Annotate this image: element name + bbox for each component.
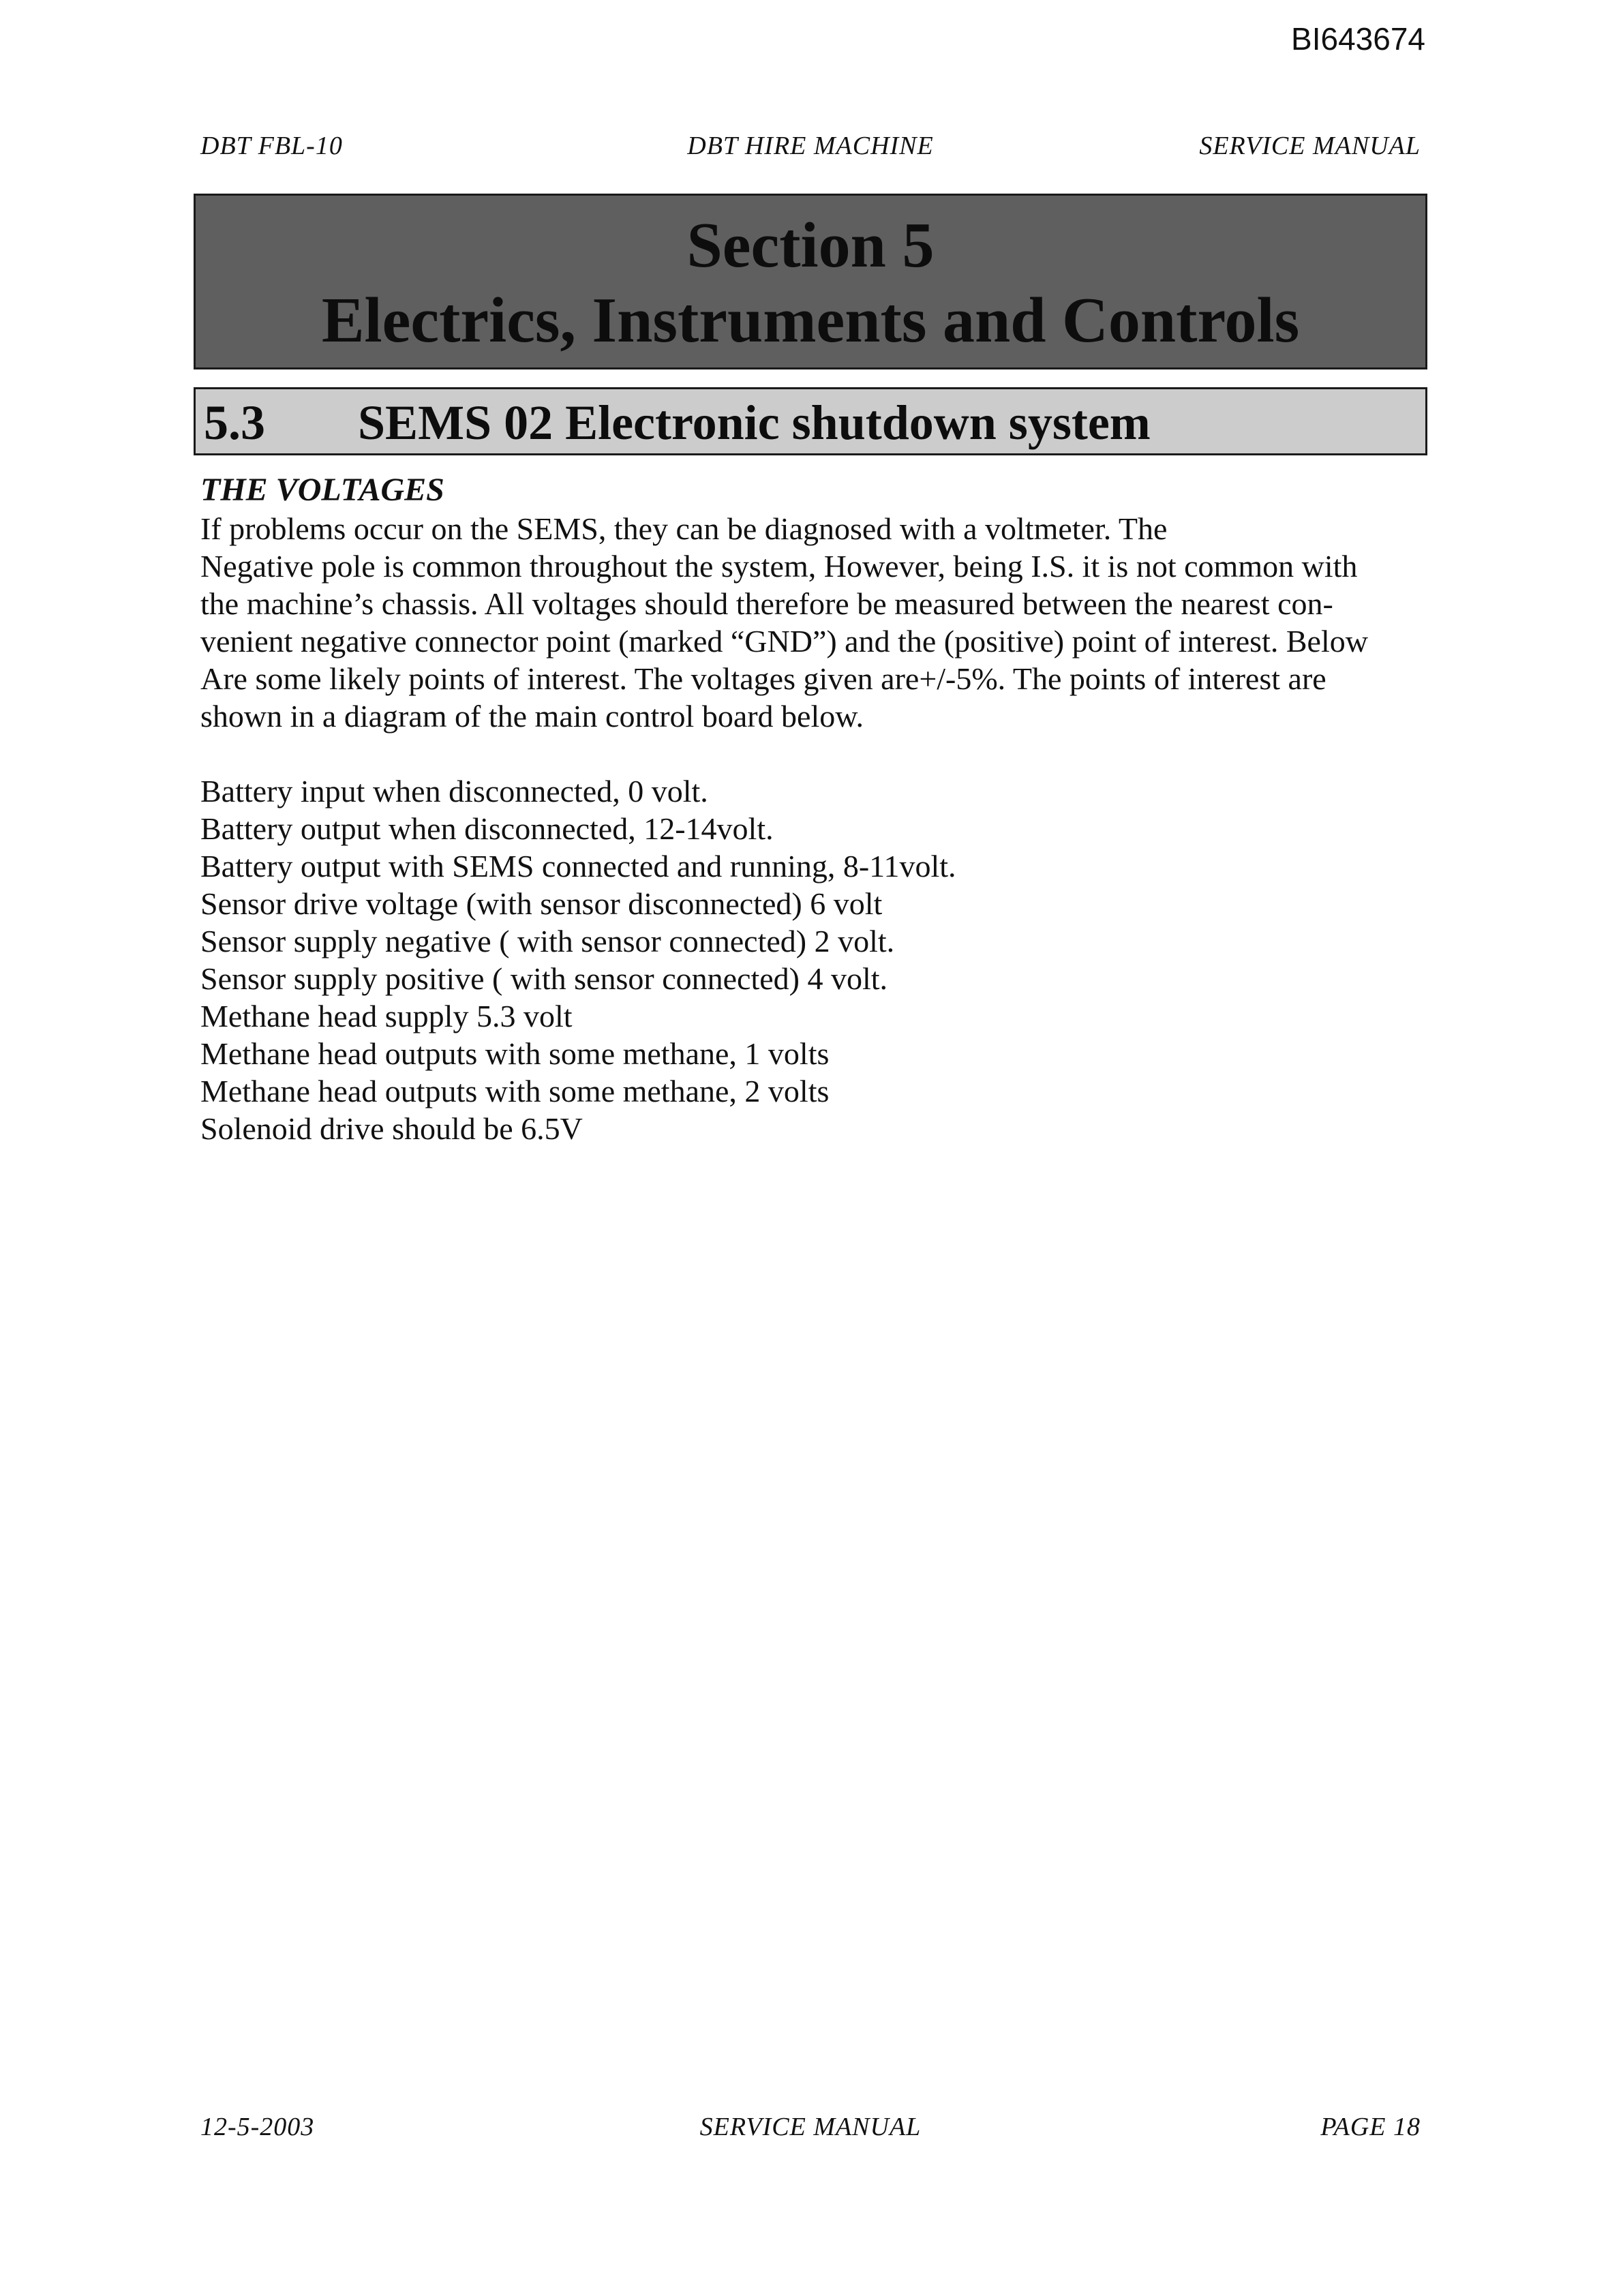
- document-id: BI643674: [1291, 21, 1425, 57]
- voltage-item: Battery input when disconnected, 0 volt.: [200, 774, 708, 809]
- footer-page-number: PAGE 18: [1320, 2113, 1421, 2141]
- footer-center: SERVICE MANUAL: [699, 2113, 922, 2141]
- paragraph-line: If problems occur on the SEMS, they can be diagnosed with a voltmeter. The: [200, 511, 1168, 546]
- voltage-item: Sensor drive voltage (with sensor disconnected) 6 volt: [200, 886, 883, 921]
- voltage-list: [200, 772, 1427, 1147]
- voltage-item: Battery output with SEMS connected and running, 8-11volt.: [200, 849, 956, 883]
- footer-date: 12-5-2003: [200, 2113, 315, 2141]
- section-subtitle: Electrics, Instruments and Controls: [321, 285, 1300, 356]
- paragraph-line: the machine’s chassis. All voltages should therefore be measured between the nearest con-: [200, 586, 1333, 621]
- body-content: [200, 470, 1427, 1147]
- voltage-item: Methane head supply 5.3 volt: [200, 999, 573, 1033]
- voltage-item: Sensor supply negative ( with sensor connected) 2 volt.: [200, 924, 895, 958]
- intro-paragraph: [200, 510, 1427, 735]
- voltage-item: Battery output when disconnected, 12-14volt.: [200, 811, 774, 846]
- section-title: Section 5: [686, 210, 935, 281]
- subsection-number: 5.3: [204, 395, 265, 450]
- subsection-banner: [194, 387, 1427, 455]
- paragraph-line: venient negative connector point (marked “GND”) and the (positive) point of interest. Below: [200, 624, 1368, 659]
- header-right: SERVICE MANUAL: [1199, 132, 1421, 160]
- voltage-item: Solenoid drive should be 6.5V: [200, 1111, 583, 1146]
- header-left: DBT FBL-10: [200, 132, 343, 160]
- paragraph-line: Are some likely points of interest. The voltages given are+/-5%. The points of interest are: [200, 661, 1326, 696]
- section-banner: [194, 194, 1427, 369]
- voltage-item: Methane head outputs with some methane, 1 volts: [200, 1036, 830, 1071]
- paragraph-line: shown in a diagram of the main control board below.: [200, 699, 864, 734]
- subsection-title: SEMS 02 Electronic shutdown system: [358, 395, 1151, 450]
- voltage-item: Sensor supply positive ( with sensor connected) 4 volt.: [200, 961, 888, 996]
- voltage-item: Methane head outputs with some methane, 2 volts: [200, 1074, 830, 1108]
- voltages-heading: THE VOLTAGES: [200, 472, 444, 508]
- header-center: DBT HIRE MACHINE: [687, 132, 934, 160]
- paragraph-line: Negative pole is common throughout the system, However, being I.S. it is not common with: [200, 549, 1358, 584]
